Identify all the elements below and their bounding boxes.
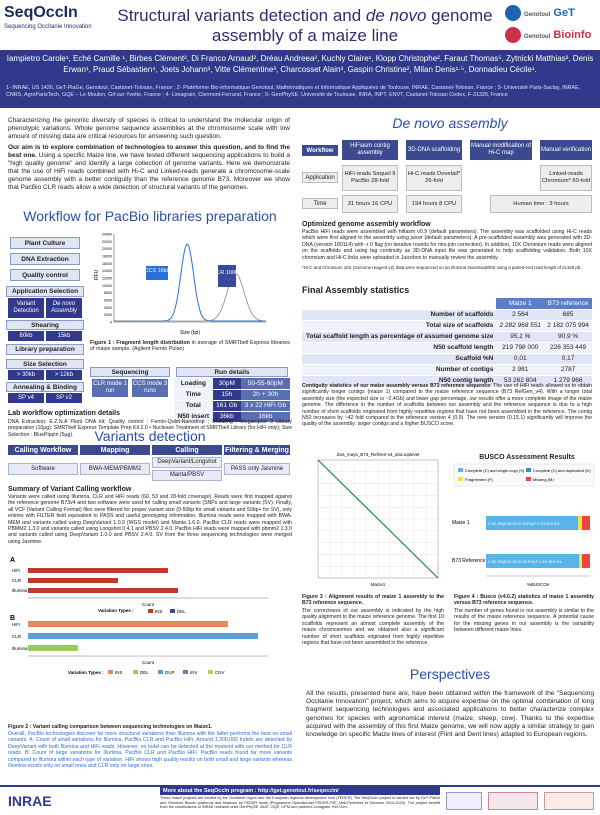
busco-lg-cd-swatch [526,468,531,472]
y-tick-label: 12000 [102,276,112,281]
dn-app-linked: Linked-reads Chromium* 60-fold [540,165,592,191]
lab-title: Lab workflow optimization details [8,410,121,417]
fig3-caption [302,594,444,607]
dn-manual-verif: Manual verification [540,140,592,160]
fragment-chart [94,230,270,338]
seqoccin-logo [4,4,112,38]
run-value: 16kb [241,411,290,422]
a-bar-illumina-snp [28,588,178,593]
busco-row-b73: B73 Reference [452,558,486,564]
occitanie-logo-icon [544,792,594,810]
run-label: Loading [174,378,213,389]
get-logo-prefix: Genotoul [524,11,551,18]
run-label: Total [174,400,213,411]
y-tick-label: 14000 [102,269,112,274]
denovo-box: De novo Assembly [46,298,82,318]
step-quality-control: Quality control [10,269,80,281]
footer-more: More about the SeqOccIn program : http://get.genotoul.fr/seqoccin/ [160,787,440,795]
step-size-selection: Size Selection [6,359,84,369]
b-bar-illumina [28,645,78,651]
intro [8,117,290,192]
stats-value: 0,01 [496,353,544,364]
busco-chart [450,462,596,592]
bioinfo-logo-prefix: Genotoul [524,33,551,40]
stats-value: 2 282 968 551 [496,320,544,331]
contig-text: : The use of HiFi reads allowed us to obtain significantly longer contigs (maize 1) compared to the maize reference sequence (B73 RefGen_v4). With a longer total assembly size (the expected size is ~2.4Gb) and lower gap percentage, our results offer a more complete image of the maize genome. The difference in the number of scaffolds between our assembly and the reference sequence is due to a high number of short scaffolds originated from highly repetitive regions that have not been assembled in the reference. The contig N50 increases by ~42 fold compared to the reference version 4 (0.9). The new version (0.15.1) significantly will improve the quality of the assembly: larger contigs and a higher BUSCO score. [302,383,592,428]
dn-hifiasm: HiFiasm contig assembly [342,140,398,160]
legend-ins: INS [155,609,163,614]
busco-bar-b73-m [582,554,590,568]
partner-logos [446,790,596,812]
opt-footnote: *Hi-C and Chromium 10X (Genome reagent v2) data were sequenced on an Illumina NovaSeq6000 using a paired-end read length of 2x150 pb. [302,265,582,270]
legend-del-swatch [170,609,175,613]
lg-inv-swatch [183,670,188,674]
size-12kb: > 12kb [46,370,82,380]
b-row-hifi: HiFi [12,622,20,627]
a-row-illumina: Illumina [12,588,28,593]
clr-label: CLR 100kb [213,270,241,276]
stats-label: N50 contig length [302,375,496,386]
variants-title: Variants detection [94,428,206,444]
dn-time-3: Human time : 3 hours [490,195,592,213]
stats-value: 1 279 966 [544,375,592,386]
y-tick-label: 16000 [102,261,112,266]
step-plant-culture: Plant Culture [10,237,80,249]
y-tick-label: 18000 [102,254,112,259]
fig4-text: The number of genes found in our assembly is similar to the results of the maize reference sequence. A potential cause for the missing genes in our assembly is the variability between different maize lines. [454,608,594,634]
title-part-c: assembly of a maize line [211,26,399,45]
stats-value: 0,17 [544,353,592,364]
bioinfo-logo-icon [505,27,521,43]
affiliations: 1- INRAE, US 1426, GeT-PlaGe, Genotoul, Castanet-Tolosan, France ; 2- Plateforme Bio-informatique Genotoul, Mathématiques et Informatique Appliquées de Toulouse, INRAE, Castanet-Tolosan, France ; 3- Université Paris-Saclay, INRAE, CNRS, AgroParisTech, GQE – Le Moulon, Gif-sur-Yvette, France ; 4- Limagrain, Clermont-Ferrand, France ; 5- GenPhySE, Université de Toulouse, INRA, INPT, ENVT, Castanet-Tolosan Cedex, F-31326, France [0,84,600,108]
clr-label-box [218,265,236,287]
y-tick-label: 0 [110,320,112,325]
a-bar-clr-snp [28,578,118,583]
title-em: de novo [365,6,427,25]
fig2-text-body: Overall, PacBio technologies discover far more structural variations than Illumina with the latter performs the best on small variants. A: Count of small variations for Illumina, PacBio CLR and PacBio HiFi. Around 1,300,000 Indels are detected by DeepVariant with both Illumina and HiFi reads. However, no Indel can be detected at the moment with our method for CLR reads. B: Count of large variations for Illumina, PacBio CLR and PacBio HiFi. PacBio reads found far more variants compared to Illumina within each type of variation. HiFi shows high quality results on both small and large variants whereas Illumina excels only on small ones and CLR only on large ones. [8,731,292,770]
legend-del: DEL [177,609,186,614]
summary-title: Summary of Variant Calling workflow [8,486,132,493]
sequencing-box: Sequencing [90,367,170,377]
run-value: 30pM [213,378,241,389]
busco-lg-cs: Complete (C) and single-copy (S) [465,468,525,473]
a-count-label: Count [141,602,155,607]
busco-bar-b73-f [579,554,582,568]
b-row-clr: CLR [12,634,22,639]
lg-cnv: CNV [215,670,225,675]
run-value: 15h [213,389,241,400]
ccs-mode-box: CCS mode 3 runs [132,379,168,397]
dotplot-xlab: Maize1 [370,582,386,587]
stats-value: 95,1 % [496,331,544,342]
stats-header: B73 reference [544,298,592,309]
stats-value: 219 798 000 [496,342,544,353]
stats-table [302,298,592,387]
busco-text-b73: C:92.1%[S:81.2%,D:10.9%],F:1.6%,M:6.3% [488,560,562,564]
opt-text: PacBio HiFi reads were assembled with hifiasm v0.9 (default parameters). The assembly was scaffolded using Hi-C reads which were first aligned to the assembly using juicer (default parameters). A pre-scaffolded assembly was generated with 3D-DNA (version 180114) with -r 0 flag (no iterative rounds for mis-join correction). In addition, 10X Chromium reads were aligned on the scaffolds and using tag continuity as 3D-DNA input file was generated to help scaffolding validation. Both 10X chromium and Hi-C links were uploaded in Juicebox to manually review the assembly. [302,229,592,261]
a-row-clr: CLR [12,578,22,583]
summary-text: Variants were called using Illumina, CLR and HiFi reads (60, 53 and 28-fold coverage). Reads were first mapped against the reference genome B73v4 and two software were used for calling small variants (SNPs and large variants (SV). Finally, all VCF (Variant Calling Format) files were filtered for proper variant size (0-50bp for small variants and 50bp+ for SV), only entries with FILTER field equivalent to PASS and useful genotyping information. Illumina reads were mapped with BWA-MEM and variants called using DeepVariant 1.0.0 (WGS model) and Manta 1.6.0. PacBio CLR reads were mapped with PBMM2 1.3.0 and variants called using Longshot 0.4.1 and PBSV 2.4.0. PacBio HiFi reads were mapped with pbmm2 1.3.0 and variants called using DeepVariant 1.0.0 and PBSV 2.4.0. SV from the three sequencing technologies were merged using Jasmine. [8,494,292,545]
busco-bar-maize-m [582,516,590,530]
fig4-caption-bold: Figure 4 : Busco (v4.0.2) statistics of maize 1 assembly versus B73 reference sequence. [454,594,594,607]
run-details-table [174,378,290,423]
authors: Iampietro Carole¹, Eché Camille ¹, Birbes Clément², Di Franco Arnaud², Dréau Andreea², Kuchly Claire¹, Klopp Christophe², Faraut Thomas⁵, Zytnicki Matthias², Denis Erwan¹, Praud Sébastien⁴, Joets Johann³, Vitte Clémentine³, Charcosset Alain³, Gaspin Christine², Milan Denis¹·⁵, Donnadieu Cécile¹. [0,50,600,84]
dn-time-1: 31 hours 16 CPU [342,195,398,213]
title-part-b: genome [426,6,493,25]
b-bar-clr [28,633,258,639]
opt-title: Optimized genome assembly workflow [302,221,431,228]
a-bar-hifi-snp [28,568,168,573]
y-tick-label: 4000 [104,305,112,310]
stats-label: Number of scaffolds [302,309,496,320]
stats-row [302,342,592,353]
legend-ins-swatch [148,609,153,613]
run-details-title: Run details [176,367,288,377]
fig2-caption [8,724,292,730]
a-row-hifi: HiFi [12,568,20,573]
run-row [174,400,290,411]
stats-value: 2787 [544,364,592,375]
ccs-series-line [114,244,266,321]
stats-label: Total scaffold length as percentage of assumed genome size [302,331,496,342]
b-count-label: Count [141,660,155,665]
shear-15kb: 15kb [46,331,82,341]
busco-xlab: %BUSCOs [526,582,550,587]
dn-manual-mod: Manual modification of Hi-C map [470,140,532,160]
stats-row [302,309,592,320]
stats-label: N50 scaffold length [302,342,496,353]
anneal-spv4: SP v4 [8,393,44,403]
step-shearing: Shearing [6,320,84,330]
vh-calling-workflow: Calling Workflow [8,445,78,455]
bioinfo-logo-text: Bioinfo [553,28,592,41]
busco-lg-f-swatch [458,477,463,481]
bioinfo-logo [505,27,595,47]
dn-row-workflow: Workflow [302,145,338,156]
run-value: 2h + 30h [241,389,290,400]
vh-mapping: Mapping [80,445,150,455]
footer-funding: These maize projects are funded by the Occitanie region and the European regional development fund (FEDER). The SeqOccIn project is carried out by GeT-PlaGe and Genotoul Bioinfo platforms and financed by FEDER funds (Programme Opérationnel FEDER-FSE_Midi-Pyrénées et Garonne 2014-2020). The project benefit from the contributions of INRAE research units GenPhySE, MIAT, GQE, LIPM and partners Limagrain, Ker-Gen. [160,796,440,810]
dn-row-time: Time [302,198,338,209]
stats-header-row [302,298,592,309]
fig1-caption-text: in average of SMRTbell Express libraries of maize sample. (Agilent Femto Pulse) [90,340,290,353]
lg-cnv-swatch [208,670,213,674]
step-application-selection: Application Selection [6,286,84,297]
stats-value: 2 981 [496,364,544,375]
panel-b-label: B [10,615,16,622]
lg-del-swatch [133,670,138,674]
y-tick-label: 20000 [102,247,112,252]
contig-title: Contiguity statistics of our maize assembly versus B73 reference sequence [302,383,491,389]
busco-title: BUSCO Assessment Results [479,454,575,461]
inrae-logo: INRAE [8,793,52,809]
anneal-spv2: SP v2 [46,393,82,403]
persp-text: All the results, presented here are, have been obtained within the framework of the "Sequencing Occitanie Innovation" project, which aims to acquire expertise on the optimal combination of long fragment sequencing technologies and associated applications to better characterize complex genomes for species with agronomical interest (maize, sheep, cow). Thanks to the expertise acquired with the assembly of this first Maize genome, we will now apply a similar strategy to gain knowledge on specific Maize lines of interest (Flint and Dent lines) adapted to European regions. [306,690,594,739]
dn-3ddna: 3D-DNA scaffolding [406,140,462,160]
fig2-caption-bold: Figure 2 : Variant calling comparison between sequencing technologies on Maize1. [8,724,213,730]
busco-lg-cd: Complete (C) and duplicated (D) [533,468,591,473]
dotplot [308,450,448,590]
step-library-prep: Library preparation [6,344,84,355]
ccs-label: CCS 16kb [144,268,170,274]
vh-calling: Calling [152,445,222,455]
run-value: 36kb [213,411,241,422]
busco-lg-f: Fragmented (F) [465,477,493,482]
y-tick-label: 8000 [104,291,112,296]
b-legend-title: Variation Types : [98,608,134,613]
x-axis-label: Size (bp) [179,330,201,336]
stats-value: 2 564 [496,309,544,320]
lg-inv: INV [190,670,198,675]
busco-lg-m: Missing (M) [533,477,554,482]
y-tick-label: 24000 [102,232,112,237]
y-tick-label: 2000 [104,313,112,318]
vc-software: Software [8,463,78,475]
stats-label: Total size of scaffolds [302,320,496,331]
intro-aim: Our aim is to explore combination of technologies to answer this question, and to find the best one. [8,144,290,159]
fig1-caption-bold: Figure 1 : Fragment length distribution [90,340,190,346]
step-dna-extraction: DNA Extraction [10,253,80,265]
dotplot-title: Zea_mays_B73_RefGen-v4_dna.toplevel [336,452,420,457]
variant-bar-chart [8,554,292,678]
vc-pass: PASS only Jasmine [224,463,290,475]
y-axis-label: RFU [94,269,100,280]
run-label: Time [174,389,213,400]
busco-row-maize: Maize 1 [452,520,470,526]
lab-text: DNA Extraction: E.Z.N.A Plant DNA kit; Quality control : Femto-Qubit-Nanodrop ; Shearing : Megaruptor 3 Library preparation (10µg): SMRTbell Express Template Prep Kit 2.0 • Nuclease Treatment of SMRTbell Library (for HiFi only); Size Selection : BluePippin (5µg). [8,419,292,438]
stats-value: 685 [544,309,592,320]
y-tick-label: 10000 [102,283,112,288]
busco-text-maize: C:92.1%[S:86.6%,D:5.5%],F:2.3%,M:5.6% [488,522,560,526]
stats-value: 226 353 449 [544,342,592,353]
y-tick-label: 22000 [102,239,112,244]
busco-lg-m-swatch [526,477,531,481]
title-part-a: Structural variants detection and [117,6,366,25]
busco-lg-cs-swatch [458,468,463,472]
stats-header: Maize 1 [496,298,544,309]
dn-time-2: 194 hours 8 CPU [406,195,462,213]
stats-label: Number of contigs [302,364,496,375]
vh-filtering: Filtering & Merging [225,446,289,454]
lg-del: DEL [140,670,149,675]
busco-bar-maize-f [578,516,582,530]
lg-dup-swatch [158,670,163,674]
fig4-caption [454,594,594,607]
vc-manta: Manta/PBSV [152,470,222,481]
denovo-title: De novo assembly [392,115,508,131]
y-tick-label: 6000 [104,298,112,303]
vc-deepvariant: DeepVariant/Longshot [152,457,222,468]
b-bar-hifi [28,621,228,627]
run-value: 50-55-60pM [241,378,290,389]
intro-p2: Using a specific Maize line, we have tested different sequencing applications to build a "high quality genome" and identify a large collection of genome variants. Here we demonstrate that the use of HiFi reads combined with Hi-C and Linked-reads generate a chromosome-scale genome assembly with a better contiguity than the reference genome B73. Moreover we show that PacBio CLR reads allow a wide detection of structural variants of the genomes. [8,152,290,191]
stats-row [302,331,592,342]
eu-flag-icon [446,792,482,810]
get-logo-text: GeT [553,6,575,19]
get-logo [505,5,595,25]
run-row [174,389,290,400]
logo-text: SeqOccIn [4,4,78,21]
b-row-illumina: Illumina [12,646,28,651]
run-label: N50 insert [174,411,213,422]
region-logo-icon [488,792,538,810]
variant-detection-box: Variant Detection [8,298,44,318]
logo-tagline: Sequencing Occitanie Innovation [4,24,92,30]
lg-ins-swatch [108,670,113,674]
intro-p1: Characterizing the genomic diversity of species is critical to understand the molecular origin of phenotypic variations. Whole genome sequence assemblies at the chromosome scale with low amount of missing data are critical resources for answering such question. [8,117,290,140]
dn-row-application: Application [302,172,338,183]
step-annealing: Annealing & Binding [6,382,84,392]
clr-mode-box: CLR mode 1 run [92,379,128,397]
clr-series-line [114,273,266,321]
b2-legend-title: Variation Types : [68,670,104,675]
lg-dup: DUP [165,670,175,675]
size-30kb: > 30kb [8,370,44,380]
workflow-title: Workflow for PacBio libraries preparation [23,208,277,224]
stats-header-empty [302,298,496,309]
lg-ins: INS [115,670,123,675]
fig3-caption-bold: Figure 3 : Alignment results of maize 1 assembly to the B73 reference sequence. [302,594,444,607]
dn-app-hifi: HiFi reads Sequel II PacBio 28-fold [342,165,398,191]
stats-value: 2 182 075 994 [544,320,592,331]
dn-app-hic: Hi-C reads Dovetail* 26-fold [406,165,462,191]
stats-row [302,353,592,364]
contig-para [302,383,592,428]
run-row [174,378,290,389]
y-ticks [102,233,112,325]
stats-label: Scaffold %N [302,353,496,364]
run-value: 161 Gb [213,400,241,411]
stats-value: 90,9 % [544,331,592,342]
stats-row [302,320,592,331]
panel-a-label: A [10,557,16,564]
stats-value: 53 262 804 [496,375,544,386]
fig1-caption [90,340,290,353]
shear-60kb: 60kb [8,331,44,341]
vc-bwa: BWA-MEM/PBMM2 [80,463,150,475]
poster-title [110,6,500,46]
stats-row [302,364,592,375]
persp-title: Perspectives [409,666,491,682]
stats-title: Final Assembly statistics [302,285,410,295]
fig2-text [8,731,292,769]
fig3-text: The correctness of our assembly is indicated by the high quality alignment to the maize reference genome. The first 10 scaffolds represent an almost complete assembly of the maize chromosomes and we obtained also a significant number of short scaffolds originated from highly repetitive regions that have not been assembled in the reference. [302,608,444,647]
get-logo-icon [505,5,521,21]
run-value: 3 x 22 HiFi Gb [241,400,290,411]
